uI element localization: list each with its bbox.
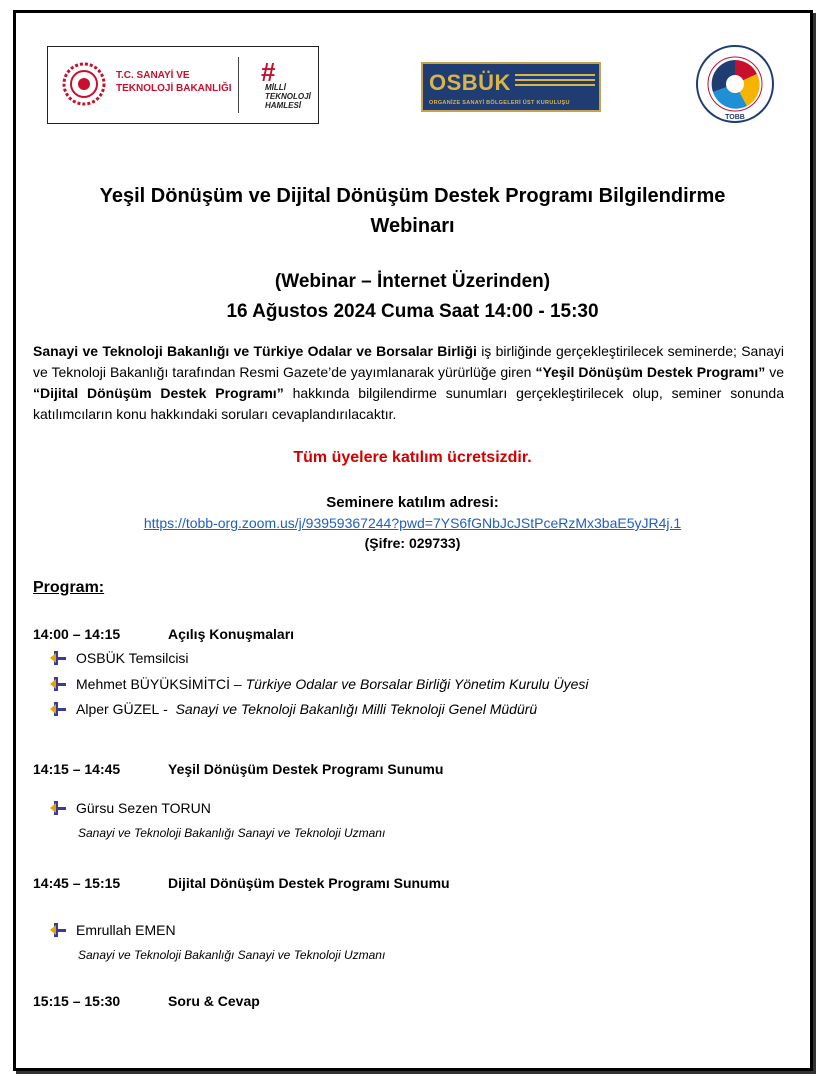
tobb-label: TOBB xyxy=(725,114,745,121)
speaker-item xyxy=(48,701,537,717)
speaker-role: Sanayi ve Teknoloji Bakanlığı Sanayi ve Teknoloji Uzmanı xyxy=(78,948,386,962)
speaker-item xyxy=(48,676,588,692)
osbuk-name: OSBÜK xyxy=(429,70,511,95)
session-time: 14:00 – 14:15 xyxy=(33,626,121,642)
session-title: Soru & Cevap xyxy=(168,993,260,1009)
free-participation-note: Tüm üyelere katılım ücretsizdir. xyxy=(293,449,532,466)
speaker-item xyxy=(48,922,176,938)
mtn-text xyxy=(265,83,311,110)
hash-icon: # xyxy=(261,57,276,87)
arrow-bullet-icon xyxy=(48,701,68,717)
osbuk-subtitle: ORGANİZE SANAYİ BÖLGELERİ ÜST KURULUŞU xyxy=(429,100,570,106)
speaker-role: Türkiye Odalar ve Borsalar Birliği Yönetim Kurulu Üyesi xyxy=(245,676,589,692)
session-title: Açılış Konuşmaları xyxy=(168,626,295,642)
arrow-bullet-icon xyxy=(48,650,68,666)
session-time: 14:15 – 14:45 xyxy=(33,761,121,777)
para-bold-green: “Yeşil Dönüşüm Destek Programı” xyxy=(535,364,766,380)
arrow-bullet-icon xyxy=(48,676,68,692)
page-title xyxy=(40,181,785,241)
speaker-item xyxy=(48,800,211,816)
mtn-line1: MİLLİ xyxy=(265,83,286,92)
subtitle-format: (Webinar – İnternet Üzerinden) xyxy=(274,271,551,292)
session-time: 15:15 – 15:30 xyxy=(33,993,121,1009)
speaker-separator: - xyxy=(159,701,176,717)
mtn-line3: HAMLESİ xyxy=(265,101,301,110)
subtitle xyxy=(40,267,785,327)
speaker-role: Sanayi ve Teknoloji Bakanlığı Sanayi ve Teknoloji Uzmanı xyxy=(78,826,386,840)
speaker-role: Sanayi ve Teknoloji Bakanlığı Milli Teknoloji Genel Müdürü xyxy=(175,701,538,717)
zoom-link[interactable]: https://tobb-org.zoom.us/j/93959367244?pwd=7YS6fGNbJcJStPceRzMx3baE5yJR4j.1 xyxy=(143,515,682,531)
ministry-line2: TEKNOLOJİ BAKANLIĞI xyxy=(116,83,232,94)
para-bold-orgs: Sanayi ve Teknoloji Bakanlığı ve Türkiye Odalar ve Borsalar Birliği xyxy=(33,343,477,359)
intro-paragraph xyxy=(33,341,784,425)
ministry-logo-box xyxy=(47,46,319,124)
milli-teknoloji-logo xyxy=(253,55,313,115)
arrow-bullet-icon xyxy=(48,922,68,938)
speaker-name: OSBÜK Temsilcisi xyxy=(76,650,189,666)
ministry-name xyxy=(116,69,232,95)
program-heading: Program: xyxy=(33,579,105,596)
arrow-bullet-icon xyxy=(48,800,68,816)
para-text1: iş birliğinde gerçekleştirilecek seminerde; Sanayi ve Teknoloji Bakanlığı tarafından Resmi Gazete’de yayımlanarak yürürlüğe giren xyxy=(33,343,784,380)
session-time: 14:45 – 15:15 xyxy=(33,875,121,891)
title-line1: Yeşil Dönüşüm ve Dijital Dönüşüm Destek Programı Bilgilendirme xyxy=(99,185,726,207)
address-label: Seminere katılım adresi: xyxy=(326,494,499,511)
subtitle-date: 16 Ağustos 2024 Cuma Saat 14:00 - 15:30 xyxy=(226,301,599,322)
speaker-name: Gürsu Sezen TORUN xyxy=(76,800,211,816)
speaker-name: Mehmet BÜYÜKSİMİTCİ xyxy=(76,676,231,692)
mtn-line2: TEKNOLOJİ xyxy=(265,92,311,101)
tobb-logo-icon xyxy=(695,44,775,124)
logo-divider xyxy=(238,57,239,113)
para-bold-digital: “Dijital Dönüşüm Destek Programı” xyxy=(33,385,284,401)
meeting-password: (Şifre: 029733) xyxy=(364,535,461,551)
para-text2: ve xyxy=(765,364,784,380)
osbuk-stripes xyxy=(515,74,595,90)
speaker-name: Alper GÜZEL xyxy=(76,701,160,717)
session-title: Dijital Dönüşüm Destek Programı Sunumu xyxy=(168,875,450,891)
ministry-line1: T.C. SANAYİ VE xyxy=(116,70,190,81)
para-text3: hakkında bilgilendirme sunumları gerçekleştirilecek olup, seminer sonunda katılımcıların konu hakkındaki soruları cevaplandırılacaktır. xyxy=(33,385,784,422)
speaker-item xyxy=(48,650,189,666)
title-line2: Webinarı xyxy=(370,215,455,237)
ministry-emblem-icon xyxy=(62,57,106,111)
speaker-separator: – xyxy=(230,676,246,692)
session-title: Yeşil Dönüşüm Destek Programı Sunumu xyxy=(168,761,444,777)
speaker-name: Emrullah EMEN xyxy=(76,922,176,938)
osbuk-logo xyxy=(421,62,601,112)
